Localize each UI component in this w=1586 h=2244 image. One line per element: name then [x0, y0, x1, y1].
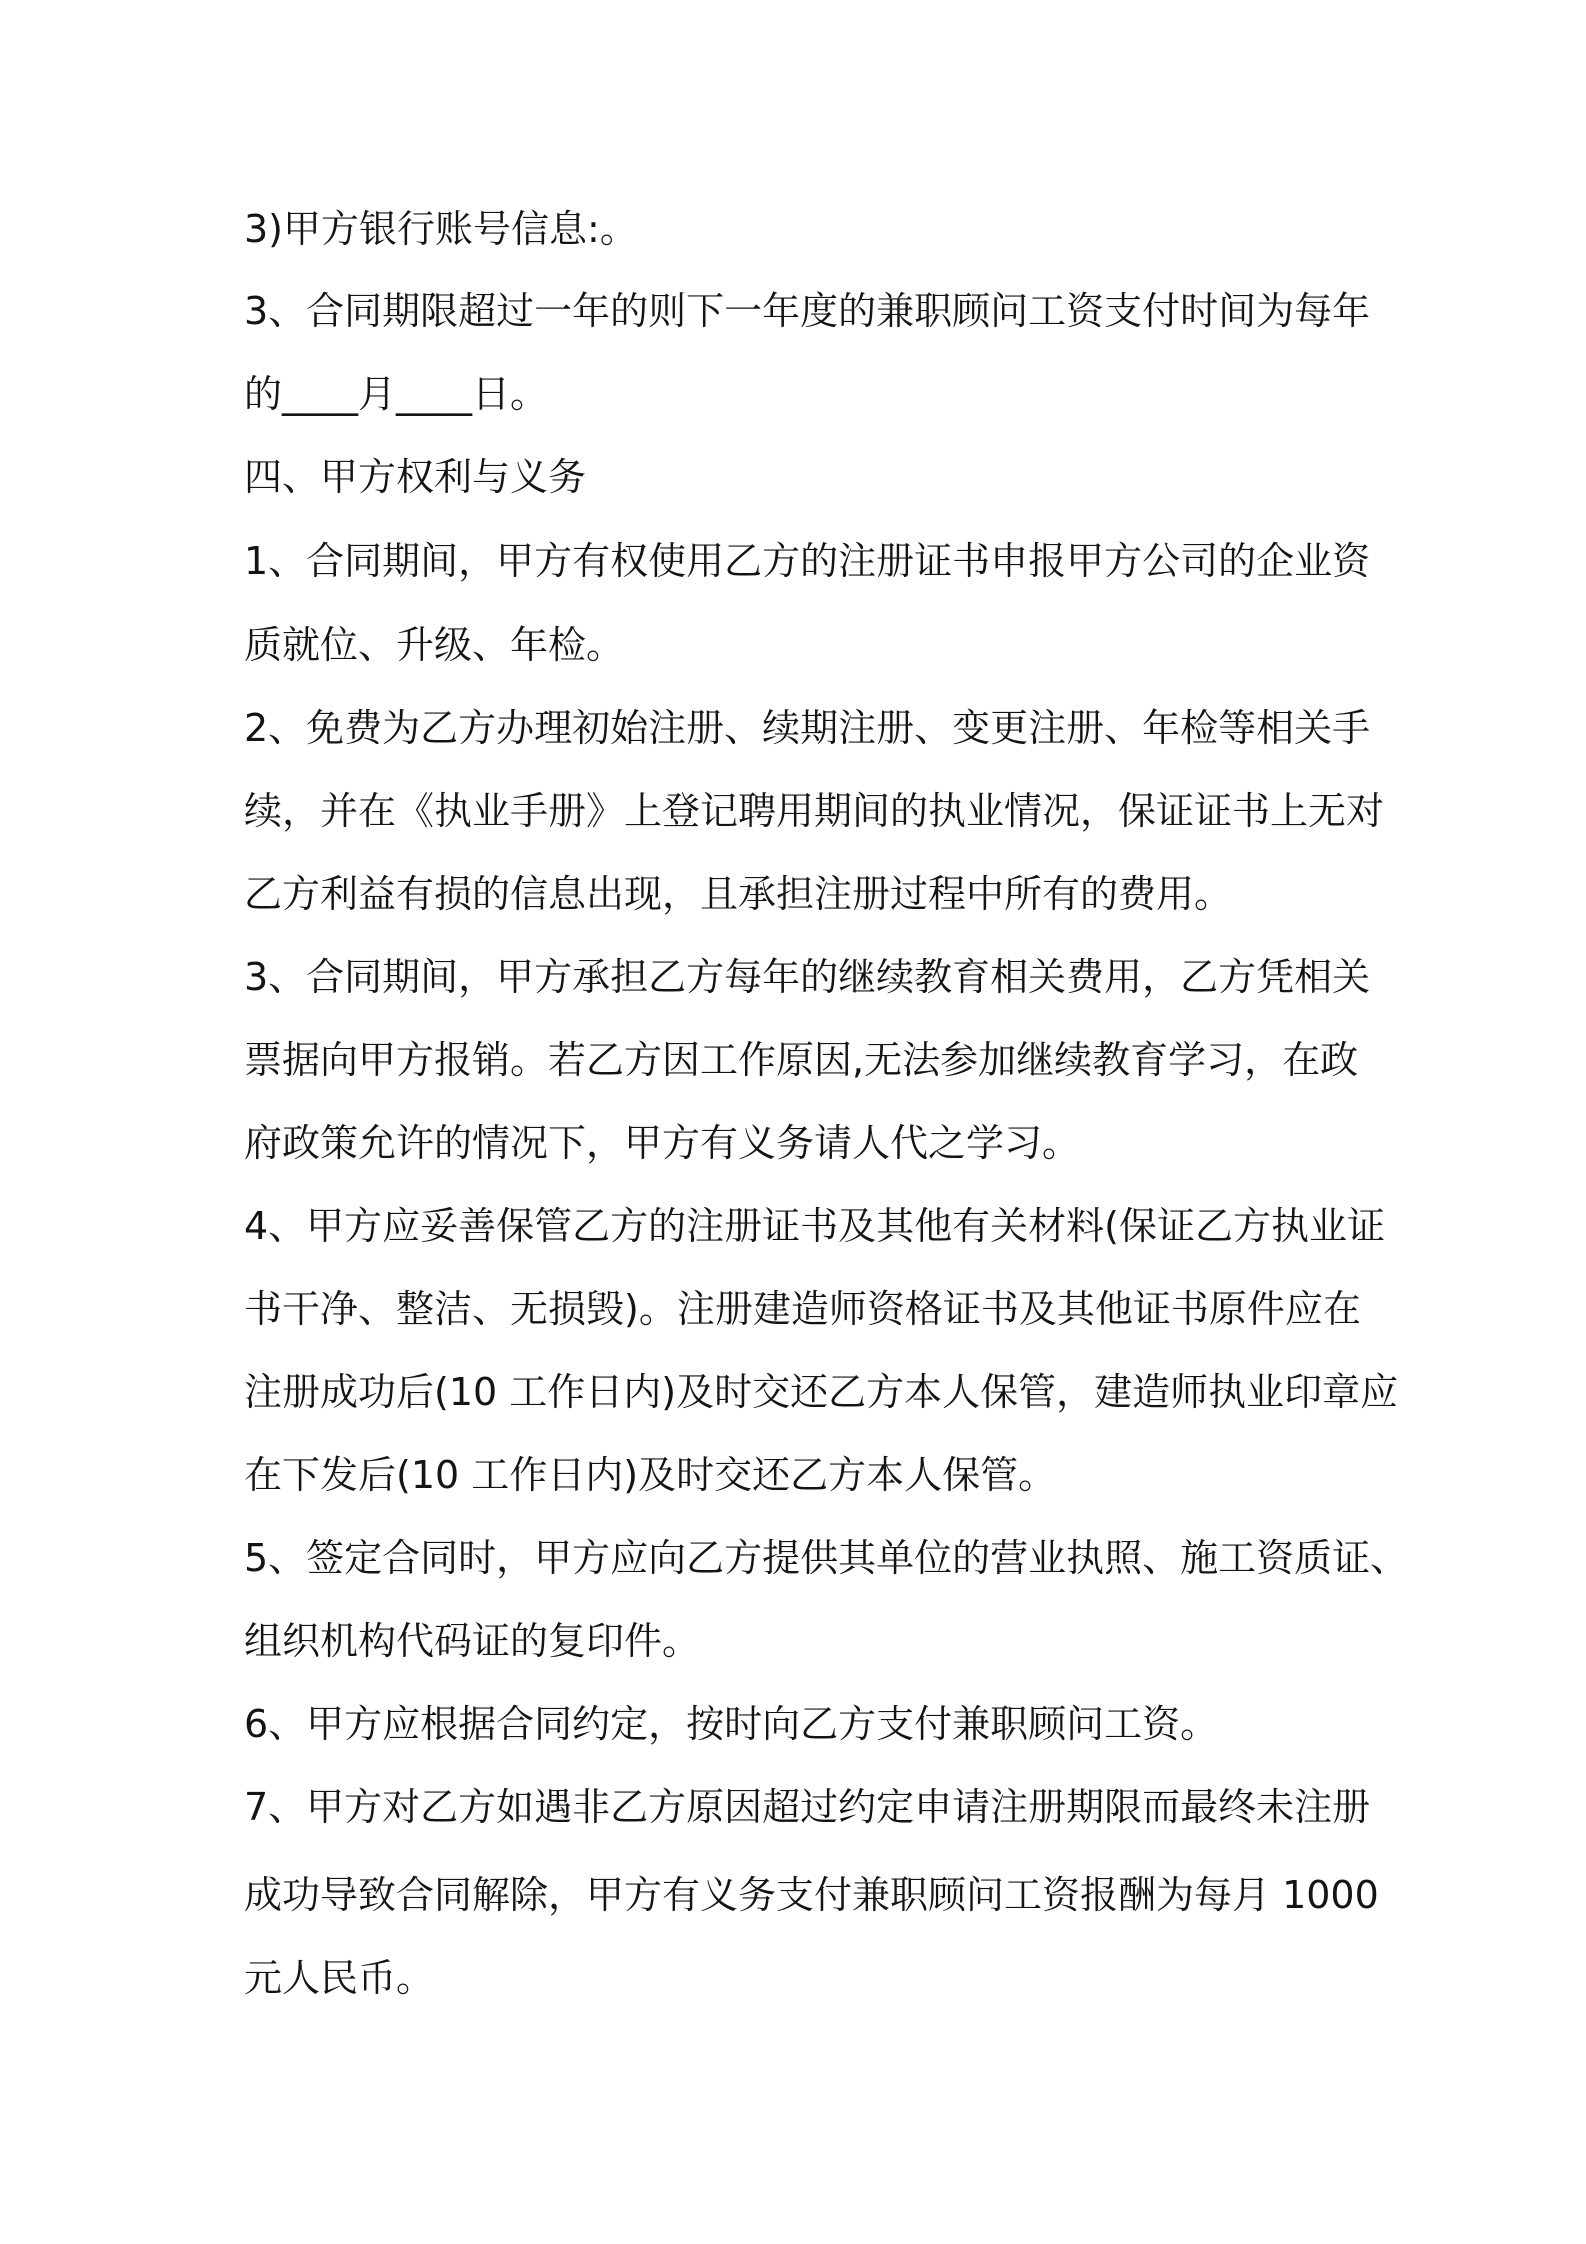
text-line-item-3-end: 府政策允许的情况下，甲方有义务请人代之学习。: [244, 1121, 1081, 1165]
text-line-item-1-end: 质就位、升级、年检。: [244, 623, 625, 667]
text-line-item-4-second: 书干净、整洁、无损毁)。注册建造师资格证书及其他证书原件应在: [244, 1287, 1361, 1331]
text-line-clause-3-end: 的____月____日。: [244, 372, 549, 416]
text-line-item-5-end: 组织机构代码证的复印件。: [244, 1619, 701, 1663]
text-line-bank-info: 3)甲方银行账号信息:。: [244, 207, 638, 251]
text-line-item-2-middle: 续，并在《执业手册》上登记聘用期间的执业情况，保证证书上无对: [244, 789, 1385, 833]
text-line-item-2-start: 2、免费为乙方办理初始注册、续期注册、变更注册、年检等相关手: [244, 706, 1371, 750]
text-line-item-3-start: 3、合同期间，甲方承担乙方每年的继续教育相关费用，乙方凭相关: [244, 955, 1371, 999]
text-line-item-5-start: 5、签定合同时，甲方应向乙方提供其单位的营业执照、施工资质证、: [244, 1536, 1409, 1580]
text-line-item-1-start: 1、合同期间，甲方有权使用乙方的注册证书申报甲方公司的企业资: [244, 539, 1371, 583]
text-line-clause-3-start: 3、合同期限超过一年的则下一年度的兼职顾问工资支付时间为每年: [244, 289, 1371, 333]
text-line-item-7-middle: 成功导致合同解除，甲方有义务支付兼职顾问工资报酬为每月 1000: [244, 1873, 1379, 1917]
text-line-item-4-end: 在下发后(10 工作日内)及时交还乙方本人保管。: [244, 1453, 1057, 1497]
section-heading-party-a-rights: 四、甲方权利与义务: [244, 455, 587, 499]
text-line-item-3-middle: 票据向甲方报销。若乙方因工作原因,无法参加继续教育学习，在政: [244, 1038, 1359, 1082]
text-line-item-6: 6、甲方应根据合同约定，按时向乙方支付兼职顾问工资。: [244, 1702, 1219, 1746]
text-line-item-4-third: 注册成功后(10 工作日内)及时交还乙方本人保管，建造师执业印章应: [244, 1370, 1399, 1414]
text-line-item-7-end: 元人民币。: [244, 1956, 435, 2000]
text-line-item-7-start: 7、甲方对乙方如遇非乙方原因超过约定申请注册期限而最终未注册: [244, 1785, 1371, 1829]
text-line-item-2-end: 乙方利益有损的信息出现，且承担注册过程中所有的费用。: [244, 872, 1233, 916]
text-line-item-4-start: 4、甲方应妥善保管乙方的注册证书及其他有关材料(保证乙方执业证: [244, 1204, 1386, 1248]
